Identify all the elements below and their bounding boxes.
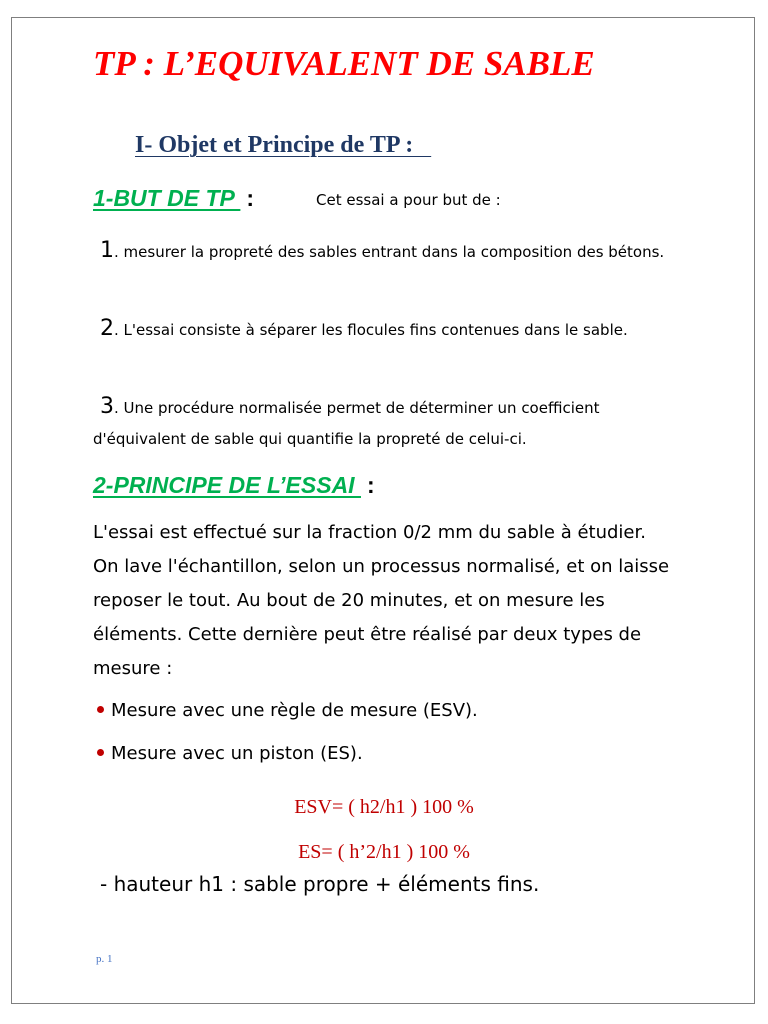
formula-es: ES= ( h’2/h1 ) 100 % [298,841,470,863]
bullet-dot-icon [97,749,104,756]
bullet-text: Mesure avec un piston (ES). [111,743,363,764]
list-item-text: . mesurer la propreté des sables entrant dans la composition des bétons. [114,243,665,261]
principe-heading [93,472,375,499]
principe-paragraph: L'essai est effectué sur la fraction 0/2 mm du sable à étudier. On lave l'échantillon, selon un processus normalisé, et on laisse reposer le tout. Au bout de 20 minutes, et on mesure les éléments. Cette dernière peut être réalisé par deux types de mesure : [93,522,670,679]
document-title: TP : L’EQUIVALENT DE SABLE [93,44,595,83]
section-heading: I- Objet et Principe de TP : [135,132,432,158]
but-heading-text: 1-BUT DE TP [93,185,241,211]
list-item-text: . L'essai consiste à séparer les flocules fins contenues dans le sable. [114,321,628,339]
list-item-number: 2 [100,316,114,341]
but-heading-colon: : [246,185,255,211]
formula-esv: ESV= ( h2/h1 ) 100 % [294,796,474,818]
page-number: p. 1 [96,953,113,965]
list-item [93,235,668,268]
list-item-text: . Une procédure normalisée permet de déterminer un coefficient d'équivalent de sable qui quantifie la propreté de celui-ci. [93,399,600,448]
list-item [93,391,668,455]
list-item-number: 3 [100,394,114,419]
list-item-number: 1 [100,238,114,263]
but-heading [93,185,254,212]
bullet-item [97,700,478,721]
principe-heading-text: 2-PRINCIPE DE L’ESSAI [93,472,361,498]
principe-heading-colon: : [366,472,375,498]
bullet-dot-icon [97,706,104,713]
bullet-item [97,743,363,764]
but-intro: Cet essai a pour but de : [316,191,501,209]
list-item [93,313,668,346]
bullet-text: Mesure avec une règle de mesure (ESV). [111,700,478,721]
hauteur-line: - hauteur h1 : sable propre + éléments fins. [100,872,540,896]
